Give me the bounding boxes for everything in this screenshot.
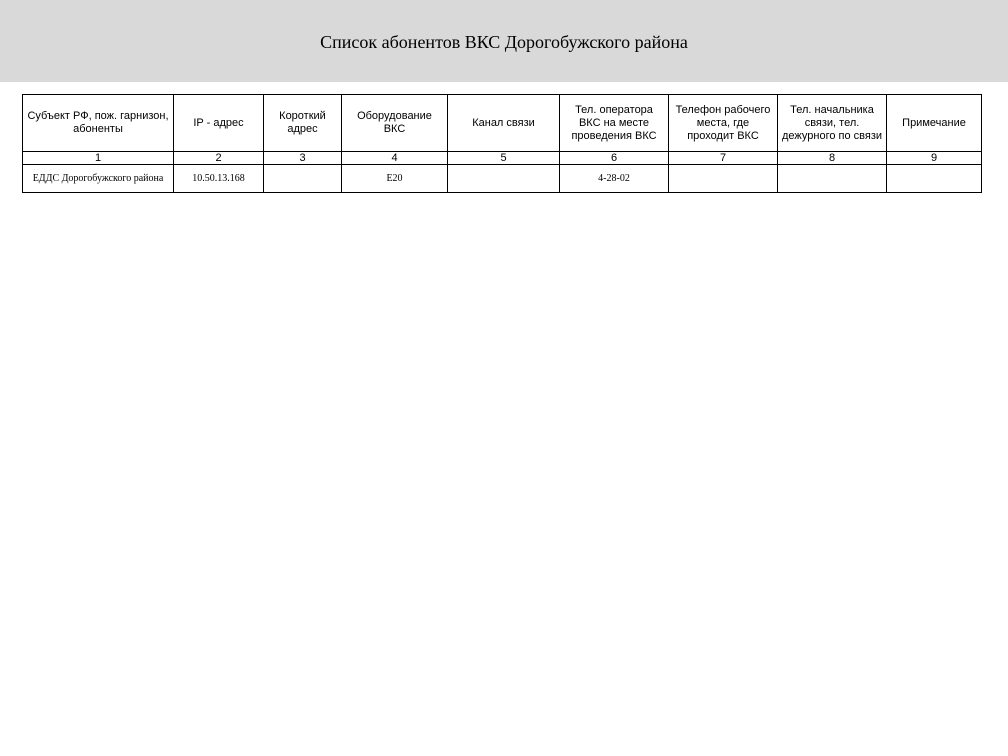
header-cell: Канал связи (448, 95, 560, 152)
subscribers-table (22, 94, 982, 193)
column-number-cell: 8 (778, 152, 887, 165)
subscriber-cell: ЕДДС Дорогобужского района (23, 165, 174, 193)
column-number-row (23, 152, 982, 165)
header-row (23, 95, 982, 152)
column-number-cell: 9 (887, 152, 982, 165)
column-number-cell: 2 (174, 152, 264, 165)
column-number-cell: 4 (342, 152, 448, 165)
channel-cell (448, 165, 560, 193)
header-cell: Оборудование ВКС (342, 95, 448, 152)
chief-phone-cell (778, 165, 887, 193)
column-number-cell: 7 (669, 152, 778, 165)
header-cell: IP - адрес (174, 95, 264, 152)
column-number-cell: 6 (560, 152, 669, 165)
note-cell (887, 165, 982, 193)
header-cell: Тел. оператора ВКС на месте проведения ВКС (560, 95, 669, 152)
column-number-cell: 5 (448, 152, 560, 165)
table-row (23, 165, 982, 193)
header-cell: Субъект РФ, пож. гарнизон, абоненты (23, 95, 174, 152)
column-number-cell: 1 (23, 152, 174, 165)
header-cell: Телефон рабочего места, где проходит ВКС (669, 95, 778, 152)
header-cell: Примечание (887, 95, 982, 152)
header-cell: Тел. начальника связи, тел. дежурного по связи (778, 95, 887, 152)
operator-phone-cell: 4-28-02 (560, 165, 669, 193)
header-cell: Короткий адрес (264, 95, 342, 152)
column-number-cell: 3 (264, 152, 342, 165)
page-title: Список абонентов ВКС Дорогобужского района (320, 32, 688, 52)
equipment-cell: E20 (342, 165, 448, 193)
workplace-phone-cell (669, 165, 778, 193)
short-address-cell (264, 165, 342, 193)
ip-address-cell: 10.50.13.168 (174, 165, 264, 193)
